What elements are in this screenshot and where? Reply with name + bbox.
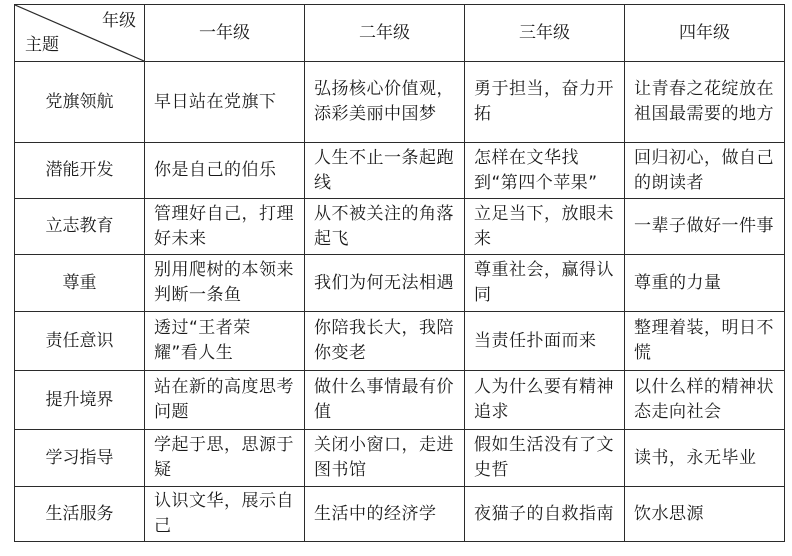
topic-cell: 党旗领航 xyxy=(15,62,145,143)
table-cell: 别用爬树的本领来判断一条鱼 xyxy=(145,255,305,312)
table-row xyxy=(15,371,785,430)
grade-header-3: 三年级 xyxy=(465,5,625,62)
table-cell: 早日站在党旗下 xyxy=(145,62,305,143)
table-row xyxy=(15,255,785,312)
topic-cell: 尊重 xyxy=(15,255,145,312)
table-cell: 认识文华，展示自己 xyxy=(145,487,305,542)
table-cell: 当责任扑面而来 xyxy=(465,312,625,371)
table-cell: 从不被关注的角落起飞 xyxy=(305,199,465,255)
table-row xyxy=(15,487,785,542)
table-cell: 夜猫子的自救指南 xyxy=(465,487,625,542)
table-row xyxy=(15,199,785,255)
table-row xyxy=(15,62,785,143)
table-cell: 生活中的经济学 xyxy=(305,487,465,542)
topic-cell: 责任意识 xyxy=(15,312,145,371)
table-cell: 学起于思，思源于疑 xyxy=(145,430,305,487)
table-cell: 回归初心，做自己的朗读者 xyxy=(625,143,785,199)
table-cell: 人生不止一条起跑线 xyxy=(305,143,465,199)
header-row xyxy=(15,5,785,62)
table-cell: 透过“王者荣耀”看人生 xyxy=(145,312,305,371)
grade-header-2: 二年级 xyxy=(305,5,465,62)
grade-header-1: 一年级 xyxy=(145,5,305,62)
table-cell: 假如生活没有了文史哲 xyxy=(465,430,625,487)
table-cell: 站在新的高度思考问题 xyxy=(145,371,305,430)
topic-cell: 提升境界 xyxy=(15,371,145,430)
table-cell: 做什么事情最有价值 xyxy=(305,371,465,430)
table-cell: 立足当下，放眼未来 xyxy=(465,199,625,255)
topic-cell: 学习指导 xyxy=(15,430,145,487)
curriculum-table xyxy=(14,4,785,542)
table-cell: 读书，永无毕业 xyxy=(625,430,785,487)
table-cell: 让青春之花绽放在祖国最需要的地方 xyxy=(625,62,785,143)
table-cell: 管理好自己，打理好未来 xyxy=(145,199,305,255)
topic-cell: 生活服务 xyxy=(15,487,145,542)
table-cell: 一辈子做好一件事 xyxy=(625,199,785,255)
table-row xyxy=(15,312,785,371)
table-cell: 人为什么要有精神追求 xyxy=(465,371,625,430)
topic-axis-label: 主题 xyxy=(25,35,59,55)
grade-header-4: 四年级 xyxy=(625,5,785,62)
table-cell: 勇于担当，奋力开拓 xyxy=(465,62,625,143)
table-cell: 我们为何无法相遇 xyxy=(305,255,465,312)
table-cell: 饮水思源 xyxy=(625,487,785,542)
table-cell: 尊重的力量 xyxy=(625,255,785,312)
table-row xyxy=(15,143,785,199)
table-cell: 以什么样的精神状态走向社会 xyxy=(625,371,785,430)
table-cell: 尊重社会，赢得认同 xyxy=(465,255,625,312)
table-cell: 你陪我长大，我陪你变老 xyxy=(305,312,465,371)
corner-header-cell xyxy=(15,5,145,62)
table-cell: 你是自己的伯乐 xyxy=(145,143,305,199)
grade-axis-label: 年级 xyxy=(102,11,136,31)
topic-cell: 立志教育 xyxy=(15,199,145,255)
table-cell: 关闭小窗口，走进图书馆 xyxy=(305,430,465,487)
table-row xyxy=(15,430,785,487)
topic-cell: 潜能开发 xyxy=(15,143,145,199)
table-cell: 整理着装，明日不慌 xyxy=(625,312,785,371)
table-cell: 怎样在文华找到“第四个苹果” xyxy=(465,143,625,199)
table-cell: 弘扬核心价值观，添彩美丽中国梦 xyxy=(305,62,465,143)
